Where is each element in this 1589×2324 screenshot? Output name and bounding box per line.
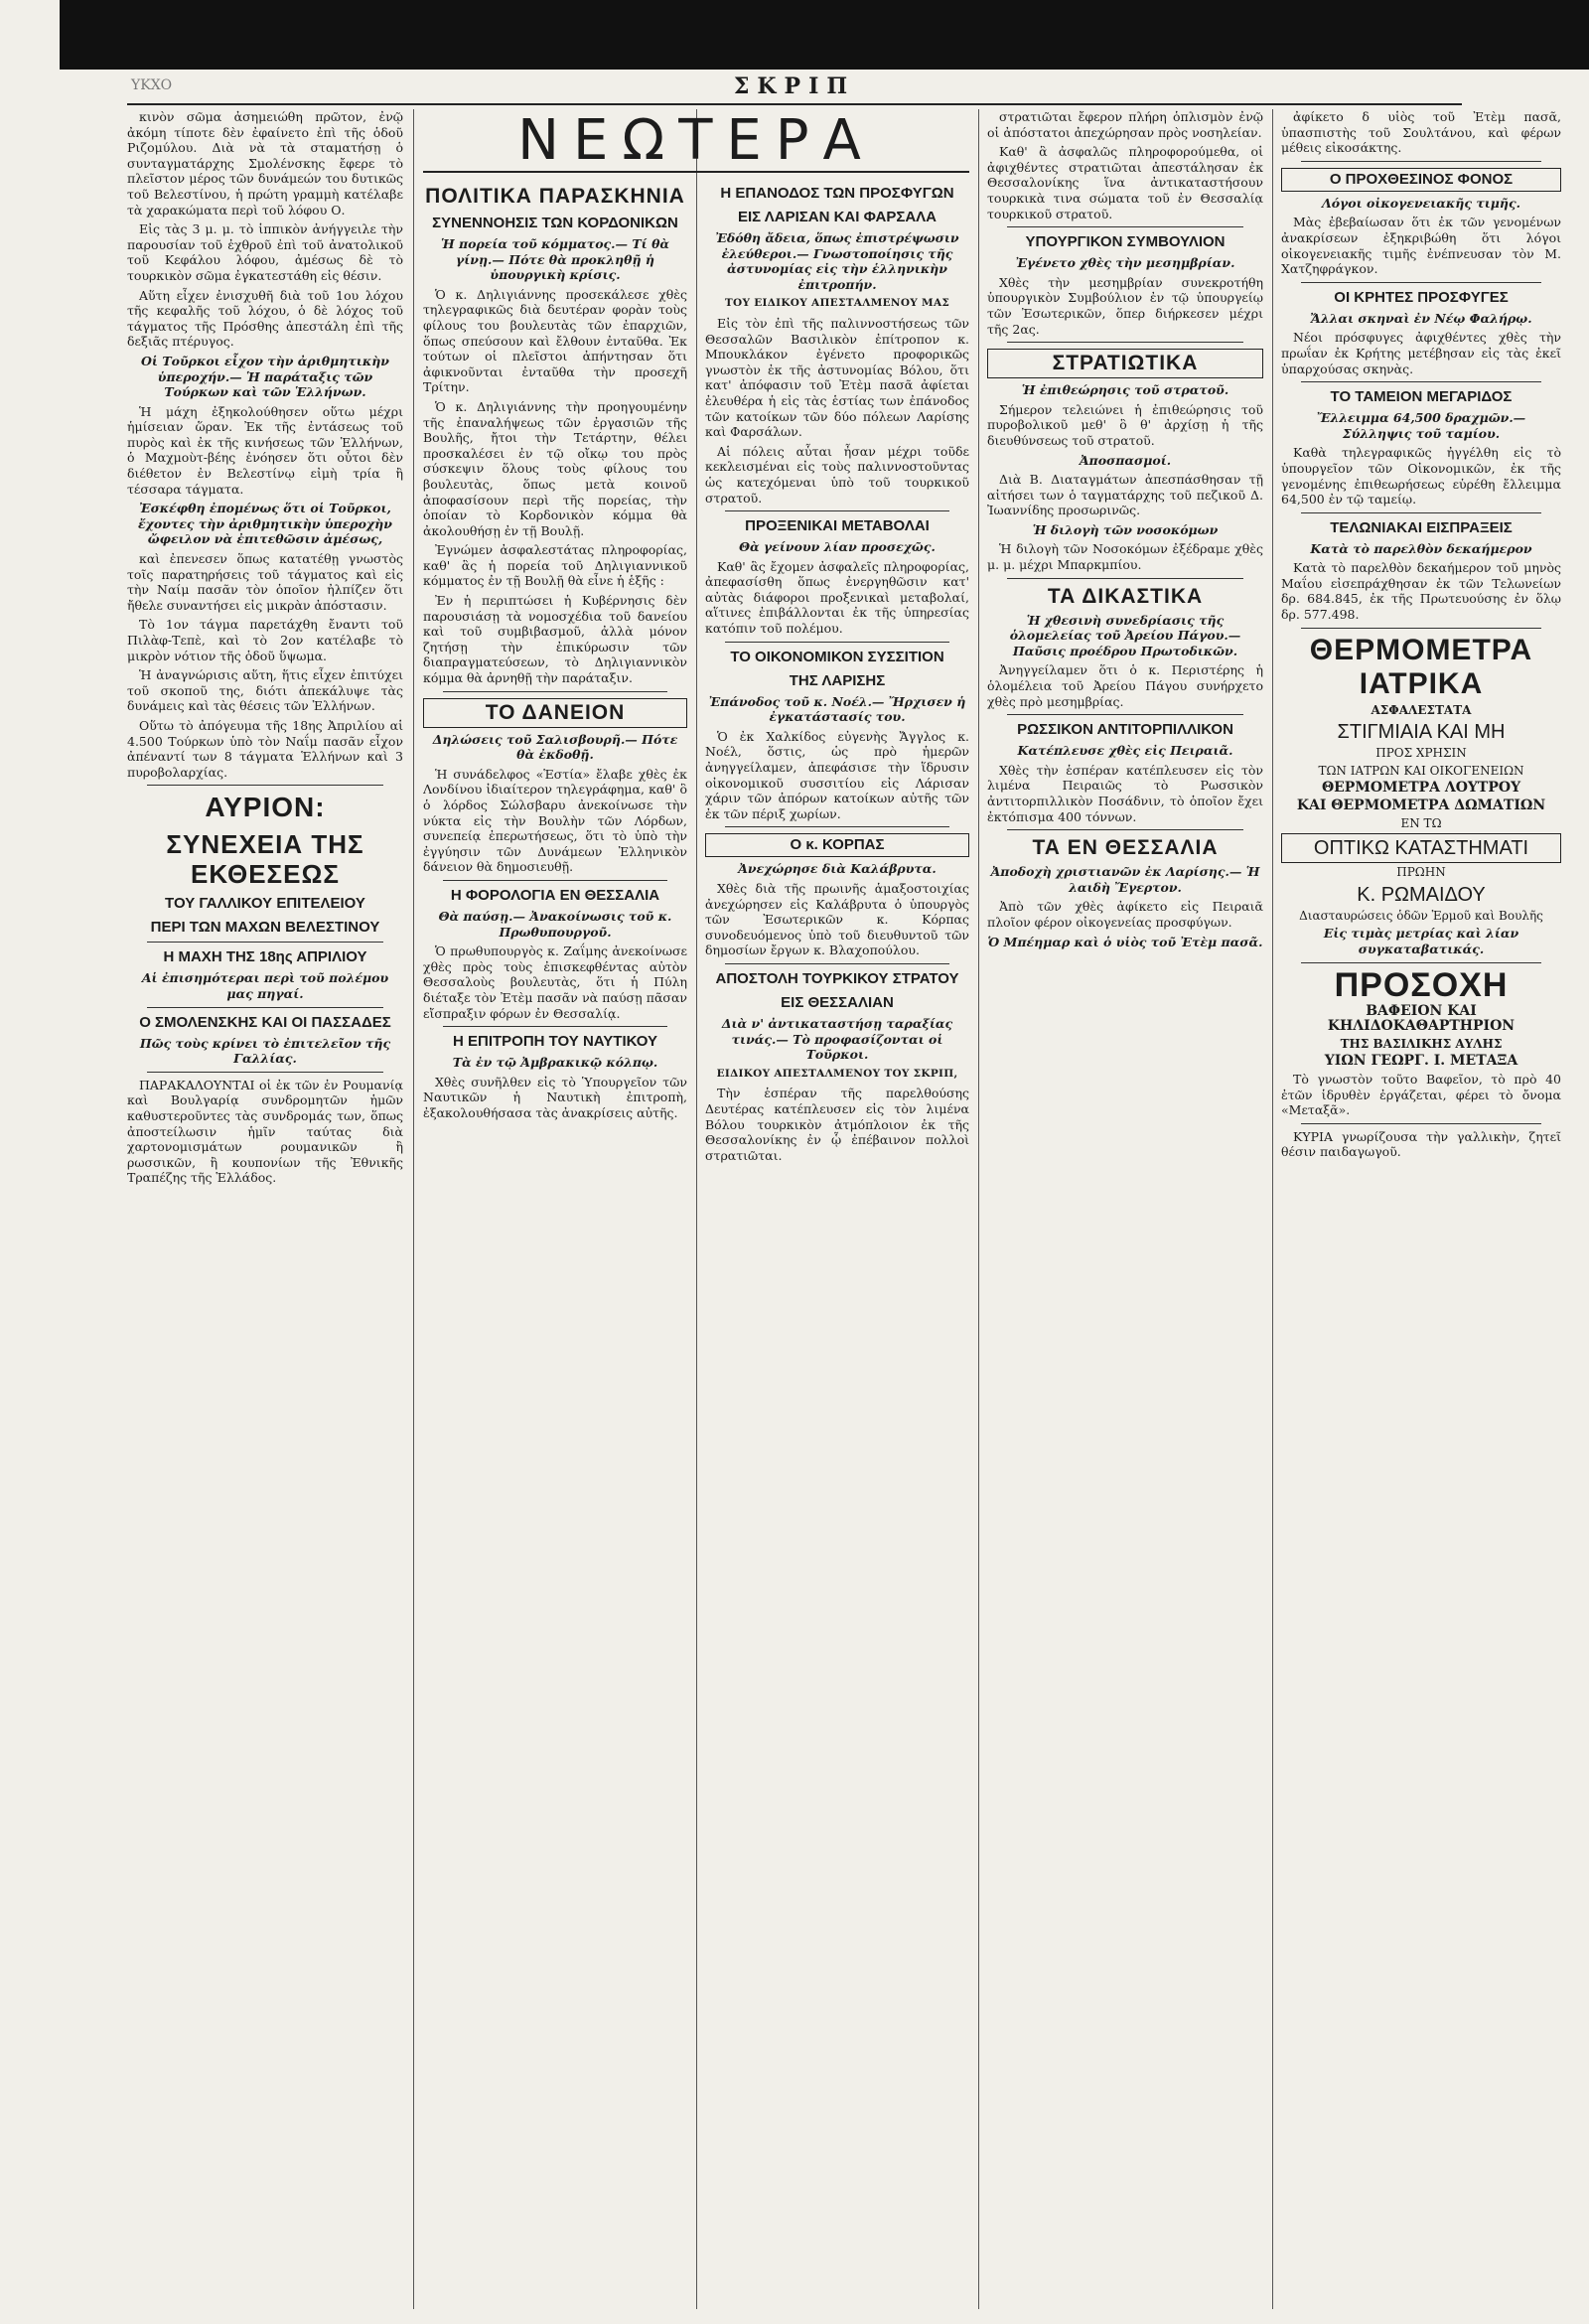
column-divider [413,109,414,2309]
section-heading: ΤΟ ΤΑΜΕΙΟΝ ΜΕΓΑΡΙΔΟΣ [1330,388,1513,406]
section-heading: ΤΗΣ ΛΑΡΙΣΗΣ [789,671,886,689]
separator [1007,226,1243,227]
ad-line: ΒΑΦΕΙΟΝ ΚΑΙ ΚΗΛΙΔΟΚΑΘΑΡΤΗΡΙΟΝ [1327,1002,1516,1035]
section-subheading: Κατὰ τὸ παρελθὸν δεκαήμερον [1310,540,1532,556]
section-heading: Ο κ. ΚΟΡΠΑΣ [705,833,969,857]
ad-line: ΣΤΙΓΜΙΑΙΑ ΚΑΙ ΜΗ [1337,721,1506,744]
article-paragraph: Κατὰ τὸ παρελθὸν δεκαήμερον τοῦ μηνὸς Μαΐου εἰσεπράχθησαν ἐκ τῶν Τελωνείων δρ. 684.845, ἐκ τῆς Πρωτευούσης ἐν ὅλῳ δρ. 577.498. [1281,560,1561,623]
ad-line: ΠΡΩΗΝ [1396,865,1446,880]
separator [725,963,949,964]
column-4 [987,109,1263,2309]
column-1 [127,109,403,2309]
ad-line: ΤΗΣ ΒΑΣΙΛΙΚΗΣ ΑΥΛΗΣ [1340,1036,1503,1051]
section-heading: Ο ΠΡΟΧΘΕΣΙΝΟΣ ΦΟΝΟΣ [1281,168,1561,192]
ad-line: Κ. ΡΩΜΑΙΔΟΥ [1357,883,1486,906]
ad-line: ΠΡΟΣ ΧΡΗΣΙΝ [1375,746,1467,761]
tomorrow-heading: ΑΥΡΙΟΝ: [205,792,326,823]
article-paragraph: Μὰς ἐβεβαίωσαν ὅτι ἐκ τῶν γενομένων ἀνακρίσεων ἐξηκριβώθη ὅτι λόγοι οἰκογενειακῆς τιμῆς ἐνέπνευσαν τὸν Μ. Χατζηφράγκον. [1281,215,1561,277]
separator [1007,578,1243,579]
separator [147,942,383,943]
section-heading: ΤΕΛΩΝΙΑΚΑΙ ΕΙΣΠΡΑΞΕΙΣ [1330,518,1513,536]
column-divider [696,109,697,2309]
section-heading: ΣΤΡΑΤΙΩΤΙΚΑ [987,349,1263,378]
section-heading: ΠΟΛΙΤΙΚΑ ΠΑΡΑΣΚΗΝΙΑ [425,185,685,208]
section-subheading: Ἐπάνοδος τοῦ κ. Νοέλ.— Ἤρχισεν ἡ ἐγκατάστασίς του. [708,693,966,725]
ad-line: ΑΣΦΑΛΕΣΤΑΤΑ [1371,702,1472,717]
separator [725,510,949,511]
section-subheading: Διὰ ν' ἀντικαταστήσῃ ταραξίας τινάς.— Τὸ προφασίζονται οἱ Τοῦρκοι. [721,1015,953,1063]
section-subheading: Θὰ παύσῃ.— Ἀνακοίνωσις τοῦ κ. Πρωθυπουργοῦ. [438,908,672,940]
column-3 [705,179,969,2309]
article-paragraph: Αἱ πόλεις αὗται ἦσαν μέχρι τοῦδε κεκλεισμέναι εἰς τοὺς παλιννοστοῦντας ὡς κατεχόμεναι ὑπὸ τοῦ τουρκικοῦ στρατοῦ. [705,443,969,506]
separator [725,642,949,643]
continuation-title: ΣΥΝΕΧΕΙΑ ΤΗΣ ΕΚΘΕΣΕΩΣ [166,829,364,890]
masthead-edge-text: ΥΚΧΟ [131,77,173,93]
masthead [0,72,1589,105]
ad-line: Διασταυρώσεις ὁδῶν Ἑρμοῦ καὶ Βουλῆς [1299,908,1543,923]
section-subheading: Οἱ Τοῦρκοι εἶχον τὴν ἀριθμητικὴν ὑπεροχήν.— Ἡ παράταξις τῶν Τούρκων καὶ τῶν Ἑλλήνων. [141,353,389,400]
article-paragraph: Σήμερον τελειώνει ἡ ἐπιθεώρησις τοῦ πυροβολικοῦ μεθ' ὃ θ' ἀρχίσῃ ἡ τῆς διευθύνσεως τοῦ στρατοῦ. [987,401,1263,448]
separator [1007,829,1243,830]
section-heading: Η ΕΠΙΤΡΟΠΗ ΤΟΥ ΝΑΥΤΙΚΟΥ [452,1033,658,1051]
thermometer-advertisement [1281,634,1561,957]
article-paragraph: Ὁ πρωθυπουργὸς κ. Ζαΐμης ἀνεκοίνωσε χθὲς πρὸς τοὺς ἐπισκεφθέντας αὐτὸν Θεσσαλοὺς βουλευτὰς, ὅτι ἡ Πύλη διέταξε τὸν Ἐτὲμ πασᾶν νὰ παύσῃ πᾶσαν εἴσπραξιν φόρων ἐν Θεσσαλίᾳ. [423,944,687,1021]
section-heading: ΑΠΟΣΤΟΛΗ ΤΟΥΡΚΙΚΟΥ ΣΤΡΑΤΟΥ [715,969,959,987]
separator [147,1072,383,1073]
ad-line: ΥΙΩΝ ΓΕΩΡΓ. Ι. ΜΕΤΑΞΑ [1324,1053,1518,1070]
section-heading: ΟΙ ΚΡΗΤΕΣ ΠΡΟΣΦΥΓΕΣ [1334,288,1509,306]
continuation-line: ΤΟΥ ΓΑΛΛΙΚΟΥ ΕΠΙΤΕΛΕΙΟΥ [165,895,365,913]
article-paragraph: Καθ' ἃ ἀσφαλῶς πληροφορούμεθα, οἱ ἀφιχθέντες στρατιῶται ἀπεστάλησαν ἐκ Θεσσαλονίκης ἵνα ἀντικαταστήσουν τουρκικὰ τινα σώματα τοῦ ἐν Θεσσαλίᾳ τουρκικοῦ στρατοῦ. [987,144,1263,221]
dyeworks-advertisement [1281,965,1561,1118]
ad-line: ΕΝ ΤΩ [1400,815,1442,830]
newspaper-name: ΣΚΡΙΠ [733,73,856,99]
separator [443,1026,667,1027]
article-paragraph: Εἰς τὸν ἐπὶ τῆς παλιννοστήσεως τῶν Θεσσαλῶν Βασιλικὸν ἐπίτροπον κ. Μπουκλάκον ἐγένετο προφορικῶς γνωστὸν ἐκ τῆς ἀστυνομίας Βόλου, ὅτι κατ' ἀπόφασιν τοῦ Ἐτὲμ πασᾶ ἀφίεται ἐλευθέρα ἡ εἰς τὰς ἑστίας των ἐπάνοδος τῶν κατοίκων τῶν δύο πόλεων Λαρίσης καὶ Φαρσάλων. [705,315,969,440]
section-heading: ΣΥΝΕΝΝΟΗΣΙΣ ΤΩΝ ΚΟΡΔΟΝΙΚΩΝ [432,215,678,231]
article-paragraph: Ἡ συνάδελφος «Ἑστία» ἔλαβε χθὲς ἐκ Λονδίνου ἰδιαίτερον τηλεγράφημα, καθ' ὃ ὁ λόρδος Σώλσβαρυ ἀνεκοίνωσε τὴν νύκτα εἰς τὴν Βουλὴν τῶν Λόρδων, συνεπείᾳ ἐπερωτήσεως, ὅτι τὸ ὑπὸ τὴν ἐγγύησιν τῶν Δυνάμεων Ἑλληνικὸν δάνειον θὰ δημοσιευθῇ. [423,766,687,875]
article-paragraph: Ὁ κ. Δηλιγιάννης τὴν προηγουμένην τῆς ἐπαναλήψεως τῶν ἐργασιῶν τῆς Βουλῆς, ἤτοι τὴν Τετάρτην, θέλει προσκαλέσει ἐν τῷ οἴκῳ του πρὸς σύσκεψιν ὅλους τοὺς φίλους του βουλευτὰς, ὅπως μετὰ κοινοῦ ἀποφασίσουν περὶ τῆς πορείας, τὴν ὁποίαν τὸ Κορδονικὸν κόμμα θὰ ἀκολουθήσῃ ἐν τῇ Βουλῇ. [423,398,687,538]
smolenskis-heading: Ο ΣΜΟΛΕΝΣΚΗΣ ΚΑΙ ΟΙ ΠΑΣΣΑΔΕΣ [139,1013,391,1031]
separator [1301,282,1541,283]
article-paragraph: ἀφίκετο δ υἱὸς τοῦ Ἐτὲμ πασᾶ, ὑπασπιστὴς τοῦ Σουλτάνου, καὶ φέρων μέθεις εἰκοσάκτης. [1281,109,1561,156]
section-heading: ΕΙΣ ΘΕΣΣΑΛΙΑΝ [781,993,894,1011]
section-heading: ΤΟ ΔΑΝΕΙΟΝ [423,698,687,728]
section-subheading: Ἡ διλογὴ τῶν νοσοκόμων [1032,521,1219,537]
article-paragraph: κινὸν σῶμα ἀσημειώθη πρῶτον, ἐνῷ ἀκόμη τίποτε δὲν ἐφαίνετο ἐπὶ τῆς ὁδοῦ Ριζομύλου. Διὰ νὰ τὰ σταματήσῃ ὁ συνταγματάρχης Σμολένσκης ἔφερε τὸ πλεῖστον μέρος τῶν δυνάμεών του δυτικῶς τοῦ Βελεστίνου, ἡ πρώτη γραμμὴ κατέλαβε τὰ χαρακώματα περὶ τοῦ λόφου Ο. [127,109,403,218]
separator [1301,628,1541,629]
section-heading: Η ΦΟΡΟΛΟΓΙΑ ΕΝ ΘΕΣΣΑΛΙΑ [450,886,660,904]
section-heading: ΤΑ ΕΝ ΘΕΣΣΑΛΙΑ [1032,836,1219,860]
section-subheading: Ἐγένετο χθὲς τὴν μεσημβρίαν. [1015,255,1235,271]
scan-top-bar [0,0,1589,70]
section-subheading: Ἡ πορεία τοῦ κόμματος.— Τί θὰ γίνῃ.— Πότε θὰ προκληθῇ ἡ ὑπουργικὴ κρίσις. [440,236,670,283]
section-subheading: Δηλώσεις τοῦ Σαλισβουρῆ.— Πότε θὰ ἐκδοθῇ. [432,731,678,763]
article-paragraph: Ἐν ἡ περιπτώσει ἡ Κυβέρνησις δὲν παρουσιάσῃ τὰ νομοσχέδια τοῦ δανείου καὶ τοῦ συμβιβασμοῦ, ἀλλὰ μόνον ζητήσῃ τὴν ἐπικύρωσιν τῶν διαπραγματεύσεων, τὸ Δηλιγιαννικὸν κόμμα θὰ ἀρνηθῇ τὴν παράταξιν. [423,593,687,686]
section-heading: Η ΕΠΑΝΟΔΟΣ ΤΩΝ ΠΡΟΣΦΥΓΩΝ [720,185,954,202]
separator [1007,714,1243,715]
article-paragraph: Χθὲς συνῆλθεν εἰς τὸ Ὑπουργεῖον τῶν Ναυτικῶν ἡ Ναυτικὴ ἐπιτροπὴ, ἐξακολουθήσασα τὰς ἀνακρίσεις αὐτῆς. [423,1074,687,1120]
column-5 [1281,109,1561,2309]
article-paragraph: Ἡ μάχη ἐξηκολούθησεν οὕτω μέχρι ἡμίσειαν ὥραν. Ἐκ τῆς ἐντάσεως τοῦ πυρὸς καὶ ἐκ τῆς κινήσεως τῶν Ἑλλήνων, ὁ Μαχμοὺτ-βέης ἐνόησεν ὅτι οὗτοι δὲν διέθετον ἐν Βελεστίνῳ εἰμὴ τρία ἢ τέσσαρα τάγματα. [127,403,403,497]
article-paragraph: Καθὰ τηλεγραφικῶς ἠγγέλθη εἰς τὸ ὑπουργεῖον τῶν Οἰκονομικῶν, ἐκ τῆς γενομένης ἐπιθεωρήσεως εὑρέθη ἔλλειμμα 64,500 ἐν τῷ ταμείῳ. [1281,445,1561,508]
section-subheading: Ἄλλαι σκηναὶ ἐν Νέῳ Φαλήρῳ. [1310,310,1532,326]
article-paragraph: Χθὲς διὰ τῆς πρωινῆς ἁμαξοστοιχίας ἀνεχώρησεν εἰς Καλάβρυτα ὁ ὑπουργὸς τῶν Ἐσωτερικῶν κ. Κόρπας συνοδευόμενος ὑπὸ τοῦ διευθυντοῦ τῶν δημοσίων ἔργων κ. Βλαχοπούλου. [705,881,969,958]
article-paragraph: Διὰ Β. Διαταγμάτων ἀπεσπάσθησαν τῇ αἰτήσει των ὁ ταγματάρχης τοῦ πεζικοῦ Δ. Ἰωαννίδης προσωρινῶς. [987,472,1263,518]
news-banner: ΝΕΩΤΕΡΑ [423,111,969,173]
separator [1007,342,1243,343]
banner-block [423,107,969,173]
article-paragraph: Ἀπὸ τῶν χθὲς ἀφίκετο εἰς Πειραιᾶ πλοῖον φέρον οἰκογενείας προσφύγων. [987,899,1263,930]
battle-heading: Η ΜΑΧΗ ΤΗΣ 18ης ΑΠΡΙΛΙΟΥ [163,948,367,966]
ad-line: ΘΕΡΜΟΜΕΤΡΑ ΛΟΥΤΡΟΥ [1321,780,1521,797]
section-heading: ΤΟ ΟΙΚΟΝΟΜΙΚΟΝ ΣΥΣΣΙΤΙΟΝ [730,648,944,665]
scan-edge [0,0,60,70]
battle-subheading: Αἱ ἐπισημότεραι περὶ τοῦ πολέμου μας πηγαί. [141,970,389,1001]
article-paragraph: Ἀνηγγείλαμεν ὅτι ὁ κ. Περιστέρης ἡ ὁλομέλεια τοῦ Ἀρείου Πάγου συνήρχετο χθὲς πρὸ μεσημβρίας. [987,662,1263,709]
section-heading: ΥΠΟΥΡΓΙΚΟΝ ΣΥΜΒΟΥΛΙΟΝ [1025,233,1226,251]
ad-line: ΟΠΤΙΚΩ ΚΑΤΑΣΤΗΜΑΤΙ [1281,833,1561,863]
section-heading: ΕΙΣ ΛΑΡΙΣΑΝ ΚΑΙ ΦΑΡΣΑΛΑ [737,209,938,225]
separator [147,785,383,786]
article-paragraph: Ἡ διλογὴ τῶν Νοσοκόμων ἐξέδραμε χθὲς μ. μ. μέχρι Μπαρκμπίου. [987,541,1263,573]
column-divider [1272,109,1273,2309]
article-paragraph: Ἡ ἀναγνώρισις αὕτη, ἥτις εἶχεν ἐπιτύχει τοῦ σκοποῦ της, διότι ἀπεκάλυψε τὰς δυνάμεις καὶ τὰς θέσεις τῶν Ἑλλήνων. [127,667,403,714]
article-paragraph: καὶ ἐπενεσεν ὅπως κατατέθῃ γνωστὸς τοῖς παρατηρήσεις τοῦ τάγματος καὶ εἰς τὴν Ναίμ πασᾶν τὸν ὁποῖον ἠλπίζεν ὅτι ἤθελε συναντήσει εἰς μικρὰν ἀπόστασιν. [127,551,403,613]
article-paragraph: Εἰς τὰς 3 μ. μ. τὸ ἱππικὸν ἀνήγγειλε τὴν παρουσίαν τοῦ ἐχθροῦ ἐπὶ τοῦ ἀνατολικοῦ τοῦ Κεφάλου λόφου, ἀμέσως δὲ τὸ τουρκικὸν σῶμα ἐγκατεστάθη εἰς θέσιν. [127,221,403,283]
article-paragraph: Χθὲς τὴν ἑσπέραν κατέπλευσεν εἰς τὸν λιμένα Πειραιῶς τὸ Ρωσσικὸν ἀντιτορπιλλικὸν Ποσάδνιν, τὸ ὁποῖον ἔχει ἐκτόπισμα 400 τόννων. [987,762,1263,824]
section-subheading: Ἡ χθεσινὴ συνεδρίασις τῆς ὁλομελείας τοῦ Ἀρείου Πάγου.— Παῦσις προέδρου Πρωτοδικῶν. [1009,612,1241,658]
correspondent-line: ΤΟΥ ΕΙΔΙΚΟΥ ΑΠΕΣΤΑΛΜΕΝΟΥ ΜΑΣ [724,297,950,310]
article-paragraph: Νέοι πρόσφυγες ἀφιχθέντες χθὲς τὴν πρωΐαν ἐκ Κρήτης μετέβησαν εἰς τὰς ἐκεῖ ὑπαρχούσας σκηνὰς. [1281,330,1561,376]
section-subheading: Τὰ ἐν τῷ Ἀμβρακικῷ κόλπῳ. [452,1055,658,1071]
subscriber-notice: ΠΑΡΑΚΑΛΟΥΝΤΑΙ οἱ ἐκ τῶν ἐν Ρουμανίᾳ καὶ Βουλγαρίᾳ συνδρομητῶν ἡμῶν καθυστεροῦντες τὰς συνδρομάς των, ὅπως ἀποστείλωσιν ἡμῖν ταύτας διὰ χαρτονομισμάτων ρουμανικῶν ἢ ρωσσικῶν, ἢ κουπονίων τῆς Ἐθνικῆς Τραπέζης τῆς Ἑλλάδος. [127,1077,403,1186]
article-paragraph: Οὕτω τὸ ἀπόγευμα τῆς 18ης Ἀπριλίου αἱ 4.500 Τούρκων ὑπὸ τὸν Ναΐμ πασᾶν εἶχον ἀπέναντί των 8 τάγματα Ἑλλήνων καὶ 3 πυροβολαρχίας. [127,717,403,780]
section-heading: ΠΡΟΞΕΝΙΚΑΙ ΜΕΤΑΒΟΛΑΙ [745,517,930,535]
separator [1301,161,1541,162]
section-subheading: Ἡ ἐπιθεώρησις τοῦ στρατοῦ. [1021,382,1229,398]
section-heading: ΡΩΣΣΙΚΟΝ ΑΝΤΙΤΟΡΠΙΛΛΙΚΟΝ [1017,721,1233,739]
section-subheading: Ὁ Μπέημαρ καὶ ὁ υἱὸς τοῦ Ἐτὲμ πασᾶ. [987,934,1263,949]
separator [725,826,949,827]
section-subheading: Ἐδόθη ἄδεια, ὅπως ἐπιστρέψωσιν ἐλεύθεροι.— Γνωστοποίησις τῆς ἀστυνομίας εἰς τὴν ἑλληνικὴν ἐπιτροπήν. [715,230,959,292]
section-subheading: Ἀνεχώρησε διὰ Καλάβρυτα. [738,861,937,877]
article-paragraph: Αὕτη εἶχεν ἐνισχυθῆ διὰ τοῦ 1ου λόχου τῆς κεφαλῆς τοῦ λόχου, ὁ δὲ λόχος τοῦ τάγματος τῆς Πρόσθης ἀπεστάλη ἐπὶ τῆς δεξιᾶς πτέρυγος. [127,287,403,350]
section-subheading: Ἀποδοχὴ χριστιανῶν ἐκ Λαρίσης.— Ἡ λαιδὴ Ἔγερτον. [990,864,1260,895]
section-subheading: Θὰ γείνουν λίαν προσεχῶς. [739,539,936,555]
section-subheading: Ἔλλειμμα 64,500 δραχμῶν.— Σύλληψις τοῦ ταμίου. [1316,410,1526,441]
ad-title: ΘΕΡΜΟΜΕΤΡΑ ΙΑΤΡΙΚΑ [1309,633,1533,700]
article-paragraph: Χθὲς τὴν μεσημβρίαν συνεκροτήθη ὑπουργικὸν Συμβούλιον ἐν τῷ ὑπουργείῳ τῶν Ἐσωτερικῶν, ὅπερ διήρκεσεν μέχρι τῆς 2ας. [987,274,1263,337]
separator [443,880,667,881]
separator [1301,962,1541,963]
column-2 [423,179,687,2309]
article-paragraph: Τὸ γνωστὸν τοῦτο Βαφεῖον, τὸ πρὸ 40 ἐτῶν ἱδρυθὲν ἐργάζεται, φέρει τὸ ὄνομα «Μεταξᾶ». [1281,1071,1561,1118]
separator [1301,512,1541,513]
section-subheading: Λόγοι οἰκογενειακῆς τιμῆς. [1322,195,1520,211]
smolenskis-subheading: Πῶς τοὺς κρίνει τὸ ἐπιτελεῖον τῆς Γαλλίας. [139,1035,391,1067]
article-paragraph: Τὴν ἑσπέραν τῆς παρελθούσης Δευτέρας κατέπλευσεν εἰς τὸν λιμένα Βόλου τουρκικὸν ἀτμόπλοιον ἐκ τῆς Θεσσαλονίκης ἐν ᾧ ἐπέβαινον πολλοὶ στρατιῶται. [705,1086,969,1163]
separator [1301,1123,1541,1124]
section-subheading: Ἀποσπασμοί. [1079,452,1172,468]
column-divider [978,109,979,2309]
separator [1301,381,1541,382]
article-paragraph: Ἐγνώμεν ἀσφαλεστάτας πληροφορίας, καθ' ἃς ἡ πορεία τοῦ Δηλιγιαννικοῦ κόμματος ἐν τῇ Βουλῇ θὰ εἶνε ἡ ἑξῆς : [423,542,687,589]
ad-line: Εἰς τιμὰς μετρίας καὶ λίαν συγκαταβατικάς. [1323,926,1519,956]
masthead-rule [127,103,1462,105]
continuation-line: ΠΕΡΙ ΤΩΝ ΜΑΧΩΝ ΒΕΛΕΣΤΙΝΟΥ [150,919,380,937]
separator [147,1007,383,1008]
article-paragraph: Ὁ κ. Δηλιγιάννης προσεκάλεσε χθὲς τηλεγραφικῶς διὰ δευτέραν φορὰν τοὺς φίλους του βουλευτὰς τῶν ἐπαρχιῶν, ὅπως σπεύσουν καὶ ἔλθουν ἐνταῦθα. Ἐκ τούτων οἱ πλεῖστοι ἀπήντησαν ὅτι ἀφικνοῦνται ἐνταῦθα τὴν προσεχῆ Τρίτην. [423,286,687,395]
ad-title: ΠΡΟΣΟΧΗ [1334,965,1509,1004]
classified-notice: ΚΥΡΙΑ γνωρίζουσα τὴν γαλλικὴν, ζητεῖ θέσιν παιδαγωγοῦ. [1281,1128,1561,1160]
ad-line: ΤΩΝ ΙΑΤΡΩΝ ΚΑΙ ΟΙΚΟΓΕΝΕΙΩΝ [1318,763,1524,778]
correspondent-line: ΕΙΔΙΚΟΥ ΑΠΕΣΤΑΛΜΕΝΟΥ ΤΟΥ ΣΚΡΙΠ, [716,1067,958,1080]
article-paragraph: Καθ' ἃς ἔχομεν ἀσφαλεῖς πληροφορίας, ἀπεφασίσθη ὅπως ἐνεργηθῶσιν κατ' αὐτὰς διάφοροι προξενικαὶ μεταβολαί, αἵτινες ἐπιβάλλονται ἐκ τῆς ὑπηρεσίας κατόπιν τοῦ πολέμου. [705,558,969,637]
ad-line: ΚΑΙ ΘΕΡΜΟΜΕΤΡΑ ΔΩΜΑΤΙΩΝ [1296,798,1546,814]
article-paragraph: Τὸ 1ον τάγμα παρετάχθη ἔναντι τοῦ Πιλὰφ-Τεπὲ, καὶ τὸ 2ον κατέλαβε τὸ μικρὸν νότιον τῆς ὁδοῦ ὕψωμα. [127,617,403,663]
article-paragraph: στρατιῶται ἔφερον πλήρη ὁπλισμὸν ἐνῷ οἱ ἀπόστατοι ἀπεχώρησαν πρὸς νοσηλείαν. [987,109,1263,140]
section-subheading: Κατέπλευσε χθὲς εἰς Πειραιᾶ. [1017,743,1233,759]
section-heading: ΤΑ ΔΙΚΑΣΤΙΚΑ [1047,584,1204,608]
section-subheading: Ἐσκέφθη ἐπομένως ὅτι οἱ Τοῦρκοι, ἔχοντες τὴν ἀριθμητικὴν ὑπεροχὴν ὤφειλον νὰ ἐπιτεθῶσιν ἀμέσως, [138,501,392,547]
article-paragraph: Ὁ ἐκ Χαλκίδος εὐγενὴς Ἄγγλος κ. Νοέλ, ὅστις, ὡς πρὸ ἡμερῶν ἀνηγγείλαμεν, ἀπεφάσισε τὴν ἵδρυσιν οἰκονομικοῦ συσσιτίου εἰς Λάρισαν χάριν τῶν ἀπόρων κατοίκων αὐτῆς τῶν ἐκ τῶν πέριξ χωρίων. [705,728,969,821]
separator [443,691,667,692]
